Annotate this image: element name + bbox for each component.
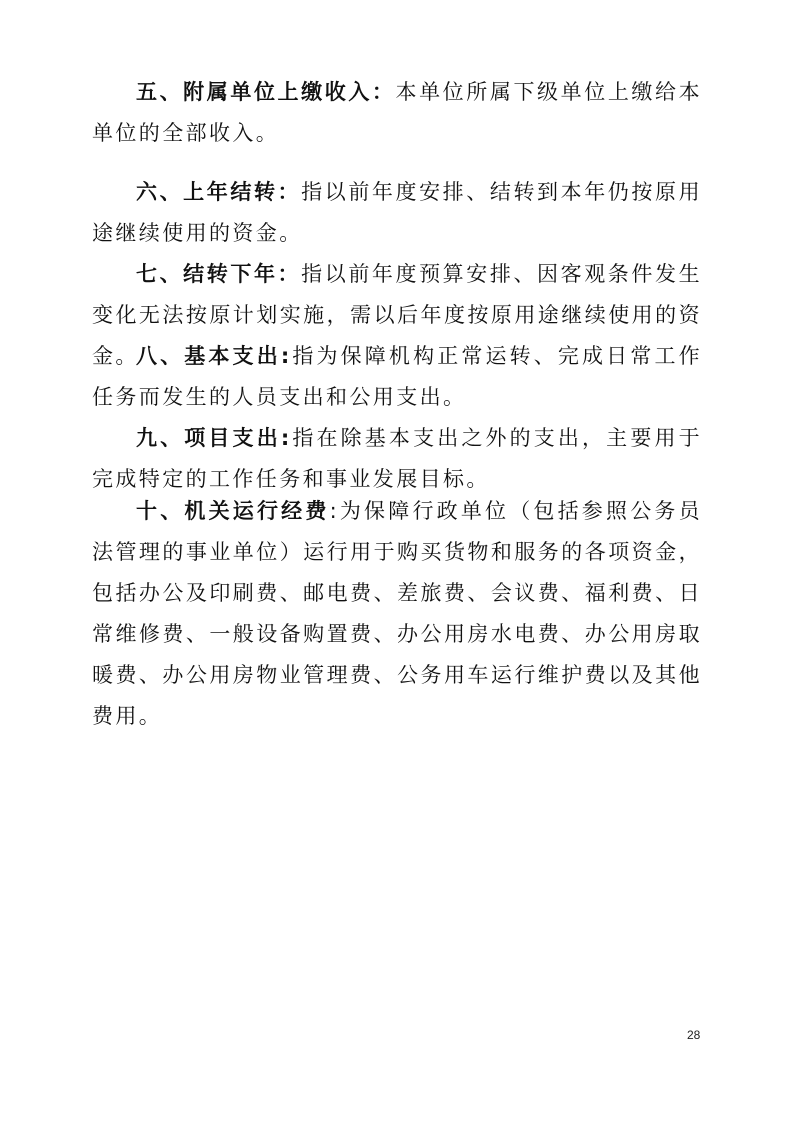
definition-agency-operating-funds: :为保障行政单位（包括参照公务员法管理的事业单位）运行用于购买货物和服务的各项资金，包括办公及印刷费、邮电费、差旅费、会议费、福利费、日常维修费、一般设备购置费、办公用房水电费、办公用房取暖费、办公用房物业管理费、公务用车运行维护费以及其他费用。: [92, 499, 702, 728]
term-next-year-carryover: 七、结转下年：: [136, 262, 302, 286]
definition-project-expenditure: 指在除基本支出之外的支出，主要用于完成特定的工作任务和事业发展目标。: [92, 426, 702, 491]
paragraph-project-expenditure: [92, 418, 702, 500]
page-number: 28: [687, 1028, 701, 1042]
paragraph-subordinate-unit-income: [92, 72, 702, 154]
paragraph-prior-year-carryover: [92, 172, 702, 254]
term-subordinate-unit-income: 五、附属单位上缴收入：: [136, 80, 396, 104]
definition-prior-year-carryover: 指以前年度安排、结转到本年仍按原用途继续使用的资金。: [92, 180, 702, 245]
term-prior-year-carryover: 六、上年结转：: [136, 180, 302, 204]
definition-next-year-carryover: 指以前年度预算安排、因客观条件发生变化无法按原计划实施，需以后年度按原用途继续使用的资金。: [92, 262, 702, 368]
paragraph-basic-expenditure: [92, 336, 702, 418]
definition-subordinate-unit-income: 本单位所属下级单位上缴给本单位的全部收入。: [92, 80, 702, 145]
term-agency-operating-funds: 十、机关运行经费: [136, 499, 330, 523]
term-project-expenditure: 九、项目支出:: [136, 426, 292, 450]
term-basic-expenditure: 八、基本支出:: [136, 344, 292, 368]
paragraph-agency-operating-funds: [92, 491, 702, 737]
definition-basic-expenditure: 指为保障机构正常运转、完成日常工作任务而发生的人员支出和公用支出。: [92, 344, 702, 409]
